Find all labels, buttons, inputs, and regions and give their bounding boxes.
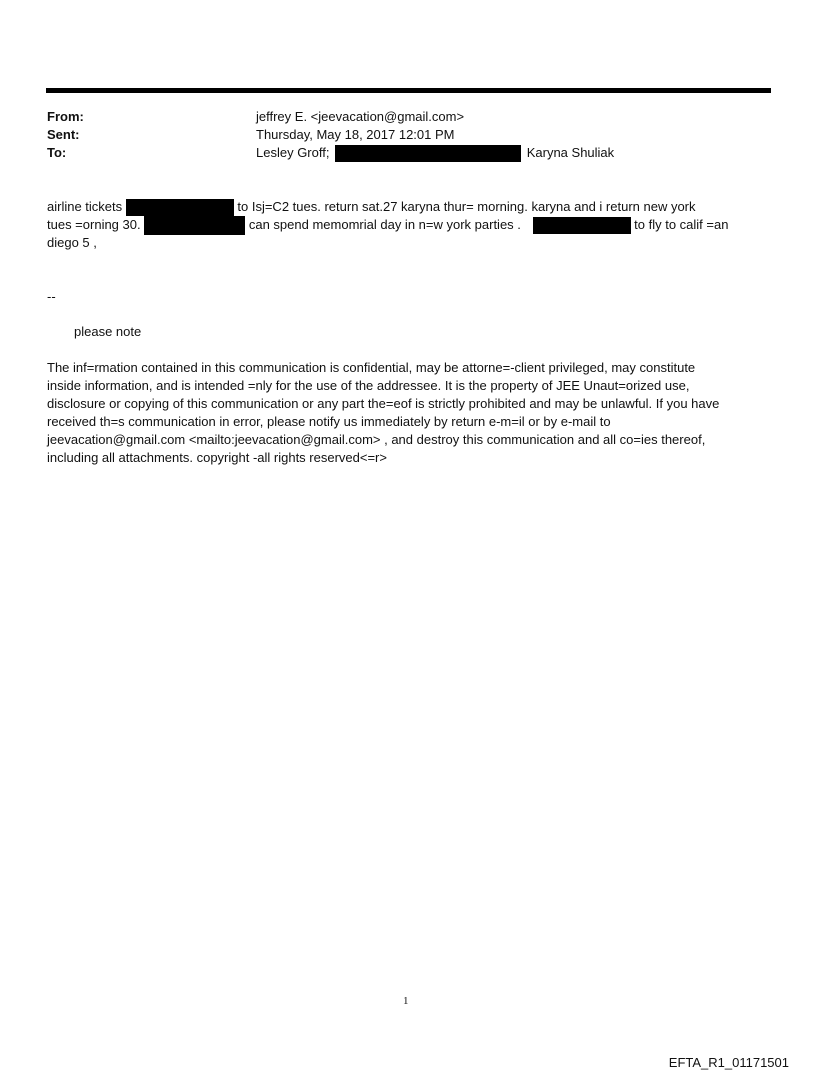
redaction-box <box>144 216 245 235</box>
body-text-segment: can spend memomrial day in n=w york parties . <box>248 217 521 232</box>
header-rule <box>46 88 771 93</box>
body-text-segment: tues =orning 30. <box>47 217 141 232</box>
page-number: 1 <box>403 995 409 1007</box>
body-text-segment: to fly to calif =an <box>634 217 729 232</box>
to-label: To: <box>47 145 67 160</box>
to-recipient-2: Karyna Shuliak <box>526 145 615 160</box>
sent-value: Thursday, May 18, 2017 12:01 PM <box>256 127 455 142</box>
body-line-2 <box>47 216 728 234</box>
to-recipient-1: Lesley Groff; <box>256 145 330 160</box>
document-id: EFTA_R1_01171501 <box>668 1055 789 1070</box>
confidentiality-disclaimer <box>47 359 772 467</box>
disclaimer-line: jeevacation@gmail.com <mailto:jeevacation@gmail.com> , and destroy this communication and all co=ies thereof, <box>47 432 706 447</box>
from-row <box>47 108 767 126</box>
signature-separator: -- <box>47 289 56 304</box>
from-value: jeffrey E. <jeevacation@gmail.com> <box>256 109 465 124</box>
signature-note: please note <box>74 324 142 339</box>
body-text-segment: airline tickets <box>47 199 123 214</box>
from-label: From: <box>47 109 84 124</box>
disclaimer-line: received th=s communication in error, please notify us immediately by return e-m=il or by e-mail to <box>47 414 611 429</box>
sent-label: Sent: <box>47 127 80 142</box>
body-line-3: diego 5 , <box>47 235 97 250</box>
body-text-segment: to Isj=C2 tues. return sat.27 karyna thur= morning. karyna and i return new york <box>237 199 696 214</box>
to-row <box>47 144 767 162</box>
redaction-box <box>126 199 234 216</box>
disclaimer-line: including all attachments. copyright -all rights reserved<=r> <box>47 450 387 465</box>
sent-row <box>47 126 767 144</box>
to-value <box>256 144 614 162</box>
redaction-box <box>335 145 521 162</box>
redaction-box <box>533 217 631 234</box>
disclaimer-line: disclosure or copying of this communication or any part the=eof is strictly prohibited and may be unlawful. If you have <box>47 396 720 411</box>
body-line-1 <box>47 198 696 216</box>
disclaimer-line: The inf=rmation contained in this communication is confidential, may be attorne=-client privileged, may constitute <box>47 360 696 375</box>
disclaimer-line: inside information, and is intended =nly for the use of the addressee. It is the property of JEE Unaut=orized use, <box>47 378 690 393</box>
